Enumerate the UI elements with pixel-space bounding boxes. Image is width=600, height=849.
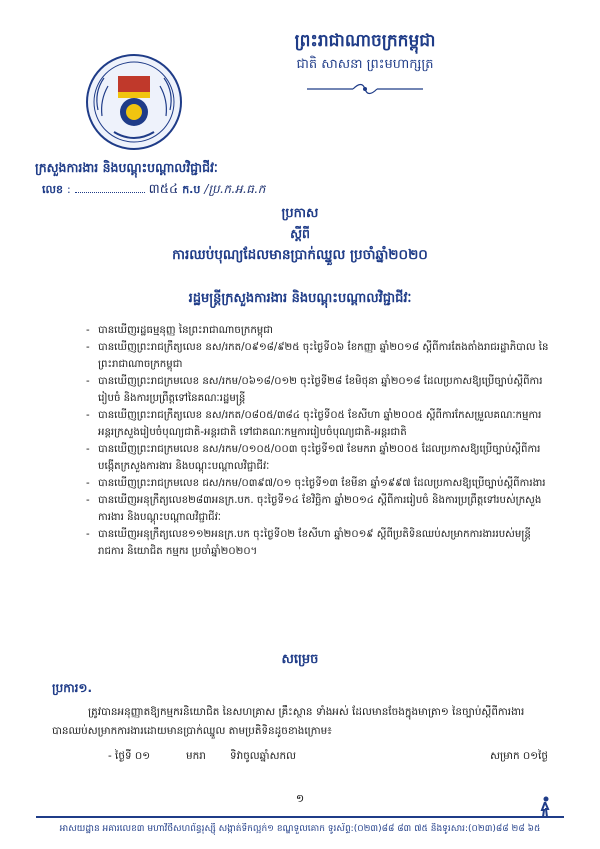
document-titles (0, 204, 600, 266)
list-item: - បានឃើញព្រះរាជក្រមលេខ នស/រកម/០១០៥/០០៣ ចុះថ្ងៃទី១៧ ខែមករា ឆ្នាំ២០០៥ ដែលប្រកាសឱ្យប្រើច្បាប់ស្តីពីការបង្កើតក្រសួងការងារ និងបណ្តុះបណ្តាលវិជ្ជាជីវៈ (86, 441, 556, 475)
ministry-seal-icon (84, 52, 184, 152)
article-body: ត្រូវបានអនុញ្ញាតឱ្យកម្មករនិយោជិត នៃសហគ្រាស គ្រឹះស្ថាន ទាំងអស់ ដែលមានចែងក្នុងមាត្រា១ នៃច្បាប់ស្តីពីការងារ បានឈប់សម្រាកការងារដោយមានប្រាក់ឈ្នួល តាមប្រតិទិនដូចខាងក្រោម៖ (52, 706, 525, 737)
considerations-list (86, 322, 556, 560)
holiday-duration: សម្រាក ០១ថ្ងៃ (490, 750, 548, 762)
kingdom-header (270, 30, 460, 100)
reference-handwritten: /ប្រ.ក.អ.ធ.ក (204, 182, 266, 196)
list-item: - បានឃើញព្រះរាជក្រឹត្យលេខ នស/រកត/០៩១៨/៩២៥ ចុះថ្ងៃទី០៦ ខែកញ្ញា ឆ្នាំ២០១៨ ស្តីពីការតែងតាំងរាជរដ្ឋាភិបាល នៃព្រះរាជាណាចក្រកម្ពុជា (86, 339, 556, 373)
list-item: - បានឃើញរដ្ឋធម្មនុញ្ញ នៃព្រះរាជាណាចក្រកម្ពុជា (86, 322, 556, 339)
document-subject: ការឈប់បុណ្យដែលមានប្រាក់ឈ្នួល ប្រចាំឆ្នាំ២០២០ (172, 247, 428, 263)
holiday-day: - ថ្ងៃទី ០១ (108, 750, 151, 762)
kingdom-title: ព្រះរាជាណាចក្រកម្ពុជា (294, 31, 436, 51)
document-about: ស្តីពី (290, 226, 310, 241)
article-heading: ប្រការ១. (52, 681, 93, 695)
document-type: ប្រកាស (281, 206, 319, 221)
kingdom-motto: ជាតិ សាសនា ព្រះមហាក្សត្រ (296, 57, 434, 72)
reference-number: លេខ : ៣៥៤ ក.ប /ប្រ.ក.អ.ធ.ក (42, 181, 265, 200)
footer-divider (36, 816, 564, 818)
footer-address: អាសយដ្ឋាន អគារលេខ៣ មហាវិថីសហព័ន្ធរុស្ស៊ី សង្កាត់ទឹកល្អក់១ ខណ្ឌទួលគោក ទូរស័ព្ទ:(០២៣)៨៨ ៨៣ ៧៥ និងទូរសារ:(០២៣)៨៨ ២៨ ៦៥ (59, 824, 541, 834)
holiday-month: មករា (186, 750, 206, 762)
figure-icon (538, 796, 552, 818)
holiday-row (108, 750, 548, 765)
page-number: ១ (295, 792, 305, 805)
minister-heading: រដ្ឋមន្ត្រីក្រសួងការងារ និងបណ្តុះបណ្តាលវិជ្ជាជីវៈ (188, 291, 412, 306)
ministry-name: ក្រសួងការងារ និងបណ្តុះបណ្តាលវិជ្ជាជីវៈ (35, 160, 218, 175)
reference-suffix: ក.ប (182, 183, 201, 196)
reference-dots (75, 192, 145, 193)
list-item: - បានឃើញព្រះរាជក្រមលេខ ជស/រកម/០៣៩៧/០១ ចុះថ្ងៃទី១៣ ខែមីនា ឆ្នាំ១៩៩៧ ដែលប្រកាសឱ្យប្រើច្បាប់ស្តីពីការងារ (86, 475, 556, 492)
list-item: - បានឃើញអនុក្រឹត្យលេខ២៨៣អនក្រ.បក. ចុះថ្ងៃទី១៤ ខែវិច្ឆិកា ឆ្នាំ២០១៤ ស្តីពីការរៀបចំ និងការប្រព្រឹត្តទៅរបស់ក្រសួងការងារ និងបណ្តុះបណ្តាលវិជ្ជាជីវៈ (86, 492, 556, 526)
reference-value: ៣៥៤ (148, 182, 179, 197)
list-item: - បានឃើញអនុក្រឹត្យលេខ១១២អនក្រ.បក ចុះថ្ងៃទី០២ ខែសីហា ឆ្នាំ២០១៩ ស្តីពីប្រតិទិនឈប់សម្រាកការងាររបស់មន្ត្រីរាជការ និយោជិត កម្មករ ប្រចាំឆ្នាំ២០២០។ (86, 526, 556, 560)
holiday-name: ទិវាចូលឆ្នាំសកល (230, 750, 296, 762)
reference-label: លេខ (42, 183, 63, 196)
list-item: - បានឃើញព្រះរាជក្រមលេខ នស/រកម/០៦១៨/០១២ ចុះថ្ងៃទី២៨ ខែមិថុនា ឆ្នាំ២០១៨ ដែលប្រកាសឱ្យប្រើច្បាប់ស្តីពីការរៀបចំ និងការប្រព្រឹត្តទៅនៃគណៈរដ្ឋមន្ត្រី (86, 373, 556, 407)
decision-heading: សម្រេច (281, 652, 319, 667)
list-item: - បានឃើញព្រះរាជក្រឹត្យលេខ នស/រកត/០៨០៥/៣៨៤ ចុះថ្ងៃទី០៥ ខែសីហា ឆ្នាំ២០០៥ ស្តីពីការកែសម្រួលគណៈកម្មការអន្តរក្រសួងរៀបចំបុណ្យជាតិ-អន្តរជាតិ ទៅជាគណៈកម្មការរៀបចំបុណ្យជាតិ-អន្តរជាតិ (86, 407, 556, 441)
ornament-divider-icon (305, 82, 425, 96)
